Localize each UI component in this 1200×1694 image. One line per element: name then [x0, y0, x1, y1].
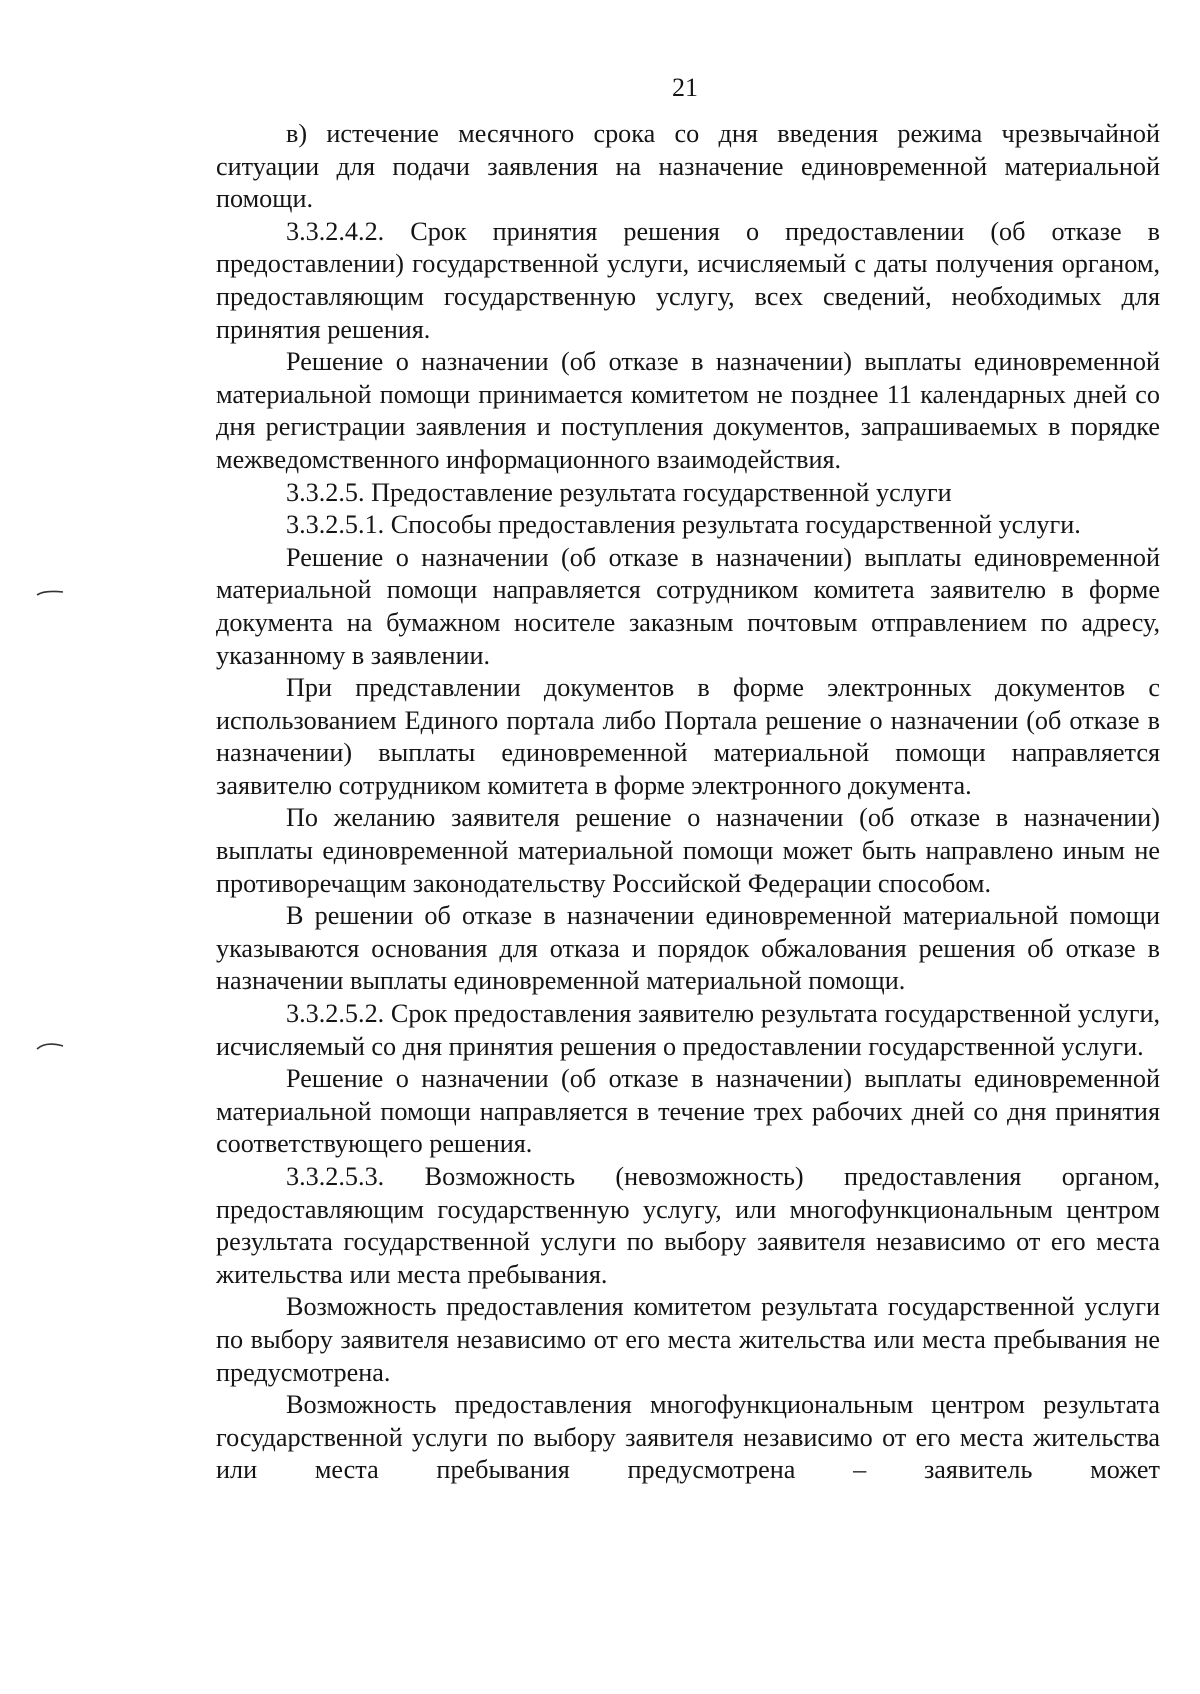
paragraph: 3.3.2.5.3. Возможность (невозможность) предоставления органом, предоставляющим государственную услугу, или многофункциональным центром результата государственной услуги по выбору заявителя независимо от его места жительства или места пребывания. — [216, 1162, 1160, 1289]
paragraph: По желанию заявителя решение о назначении (об отказе в назначении) выплаты единовременной материальной помощи может быть направлено иным не противоречащим законодательству Российской Федерации способом. — [216, 803, 1160, 898]
paragraph: В решении об отказе в назначении единовременной материальной помощи указываются основания для отказа и порядок обжалования решения об отказе в назначении выплаты единовременной материальной помощи. — [216, 901, 1160, 996]
margin-scan-mark — [36, 587, 64, 597]
paragraph: в) истечение месячного срока со дня введения режима чрезвычайной ситуации для подачи заявления на назначение единовременной материальной помощи. — [216, 119, 1160, 214]
page-number: 21 — [672, 73, 698, 102]
paragraph: 3.3.2.5.2. Срок предоставления заявителю результата государственной услуги, исчисляемый со дня принятия решения о предоставлении государственной услуги. — [216, 999, 1160, 1061]
paragraph: Решение о назначении (об отказе в назначении) выплаты единовременной материальной помощи направляется в течение трех рабочих дней со дня принятия соответствующего решения. — [216, 1064, 1160, 1159]
paragraph: Возможность предоставления комитетом результата государственной услуги по выбору заявителя независимо от его места жительства или места пребывания не предусмотрена. — [216, 1292, 1160, 1387]
document-body — [216, 118, 1160, 1487]
paragraph-continued: Возможность предоставления многофункциональным центром результата государственной услуги по выбору заявителя независимо от его места жительства или места пребывания предусмотрена – заявитель может — [216, 1390, 1160, 1485]
paragraph: Решение о назначении (об отказе в назначении) выплаты единовременной материальной помощи направляется сотрудником комитета заявителю в форме документа на бумажном носителе заказным почтовым отправлением по адресу, указанному в заявлении. — [216, 542, 1160, 670]
margin-scan-mark — [36, 1040, 64, 1050]
paragraph: При представлении документов в форме электронных документов с использованием Единого портала либо Портала решение о назначении (об отказе в назначении) выплаты единовременной материальной помощи направляется заявителю сотрудником комитета в форме электронного документа. — [216, 673, 1160, 800]
section-heading: 3.3.2.5. Предоставление результата государственной услуги — [286, 477, 952, 507]
subsection-heading: 3.3.2.5.1. Способы предоставления результата государственной услуги. — [286, 510, 1081, 540]
paragraph: Решение о назначении (об отказе в назначении) выплаты единовременной материальной помощи принимается комитетом не позднее 11 календарных дней со дня регистрации заявления и поступления документов, запрашиваемых в порядке межведомственного информационного взаимодействия. — [216, 347, 1160, 474]
paragraph: 3.3.2.4.2. Срок принятия решения о предоставлении (об отказе в предоставлении) государственной услуги, исчисляемый с даты получения органом, предоставляющим государственную услугу, всех сведений, необходимых для принятия решения. — [216, 216, 1160, 344]
